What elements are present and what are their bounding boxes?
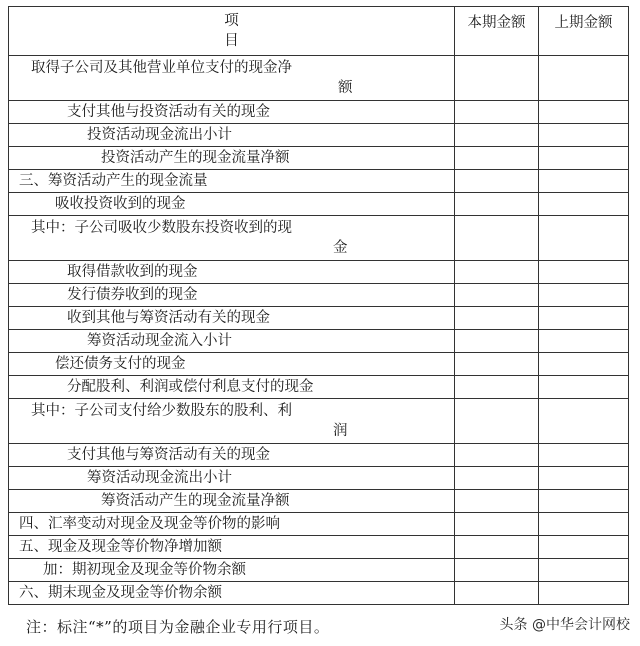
table-row	[9, 399, 629, 444]
current-amount-cell	[455, 559, 539, 582]
previous-amount-cell	[539, 261, 629, 284]
row-label: 加：期初现金及现金等价物余额	[9, 559, 455, 582]
row-label: 投资活动现金流出小计	[9, 124, 455, 147]
row-label	[9, 56, 455, 101]
row-label: 支付其他与筹资活动有关的现金	[9, 444, 455, 467]
table-row	[9, 193, 629, 216]
row-label: 偿还债务支付的现金	[9, 353, 455, 376]
previous-amount-cell	[539, 147, 629, 170]
row-label-line2: 额	[338, 80, 353, 96]
table-header-row	[9, 7, 629, 56]
row-label: 收到其他与筹资活动有关的现金	[9, 307, 455, 330]
previous-amount-cell	[539, 467, 629, 490]
current-amount-cell	[455, 513, 539, 536]
current-amount-cell	[455, 56, 539, 101]
table-row	[9, 444, 629, 467]
row-label: 筹资活动现金流入小计	[9, 330, 455, 353]
table-row	[9, 490, 629, 513]
previous-amount-cell	[539, 513, 629, 536]
previous-amount-cell	[539, 56, 629, 101]
current-amount-cell	[455, 467, 539, 490]
previous-amount-cell	[539, 444, 629, 467]
current-amount-cell	[455, 353, 539, 376]
row-label-line1: 其中：子公司支付给少数股东的股利、利	[31, 403, 292, 419]
previous-amount-cell	[539, 193, 629, 216]
item-column-header	[9, 7, 455, 56]
table-row	[9, 124, 629, 147]
table-row	[9, 170, 629, 193]
current-amount-cell	[455, 536, 539, 559]
section-heading: 六、期末现金及现金等价物余额	[9, 582, 455, 605]
current-amount-cell	[455, 399, 539, 444]
table-row	[9, 101, 629, 124]
row-label: 支付其他与投资活动有关的现金	[9, 101, 455, 124]
table-row	[9, 559, 629, 582]
table-row	[9, 582, 629, 605]
current-amount-cell	[455, 101, 539, 124]
row-label: 吸收投资收到的现金	[9, 193, 455, 216]
table-row	[9, 330, 629, 353]
table-row	[9, 467, 629, 490]
table-row	[9, 261, 629, 284]
table-row	[9, 56, 629, 101]
previous-amount-cell	[539, 216, 629, 261]
table-row	[9, 513, 629, 536]
footnote: 注：标注“*”的项目为金融企业专用行项目。	[26, 618, 330, 636]
previous-amount-cell	[539, 170, 629, 193]
current-amount-cell	[455, 444, 539, 467]
current-amount-cell	[455, 307, 539, 330]
current-amount-cell	[455, 147, 539, 170]
current-amount-cell	[455, 490, 539, 513]
current-amount-cell	[455, 582, 539, 605]
current-amount-cell	[455, 216, 539, 261]
current-amount-cell	[455, 261, 539, 284]
previous-amount-cell	[539, 124, 629, 147]
row-label: 筹资活动产生的现金流量净额	[9, 490, 455, 513]
previous-amount-cell	[539, 101, 629, 124]
current-amount-cell	[455, 124, 539, 147]
table-row	[9, 376, 629, 399]
section-heading: 四、汇率变动对现金及现金等价物的影响	[9, 513, 455, 536]
row-label: 筹资活动现金流出小计	[9, 467, 455, 490]
current-amount-cell	[455, 193, 539, 216]
section-heading: 三、筹资活动产生的现金流量	[9, 170, 455, 193]
table-row	[9, 353, 629, 376]
watermark: 头条 @中华会计网校	[499, 617, 630, 633]
item-header-line2: 目	[224, 33, 239, 49]
row-label	[9, 216, 455, 261]
previous-amount-cell	[539, 353, 629, 376]
table-row	[9, 216, 629, 261]
row-label: 投资活动产生的现金流量净额	[9, 147, 455, 170]
row-label: 取得借款收到的现金	[9, 261, 455, 284]
row-label-line1: 取得子公司及其他营业单位支付的现金净	[31, 60, 292, 76]
cash-flow-statement	[8, 6, 628, 605]
row-label	[9, 399, 455, 444]
row-label: 分配股利、利润或偿付利息支付的现金	[9, 376, 455, 399]
previous-amount-cell	[539, 307, 629, 330]
row-label: 发行债券收到的现金	[9, 284, 455, 307]
previous-amount-cell	[539, 330, 629, 353]
previous-amount-cell	[539, 490, 629, 513]
previous-period-header: 上期金额	[539, 7, 629, 56]
cash-flow-table	[8, 6, 629, 605]
previous-amount-cell	[539, 284, 629, 307]
current-amount-cell	[455, 330, 539, 353]
current-amount-cell	[455, 284, 539, 307]
item-header-line1: 项	[224, 13, 239, 29]
section-heading: 五、现金及现金等价物净增加额	[9, 536, 455, 559]
previous-amount-cell	[539, 559, 629, 582]
row-label-line2: 金	[333, 240, 348, 256]
row-label-line1: 其中：子公司吸收少数股东投资收到的现	[31, 220, 292, 236]
current-amount-cell	[455, 170, 539, 193]
table-row	[9, 536, 629, 559]
table-row	[9, 147, 629, 170]
previous-amount-cell	[539, 582, 629, 605]
previous-amount-cell	[539, 399, 629, 444]
row-label-line2: 润	[333, 423, 348, 439]
current-amount-cell	[455, 376, 539, 399]
table-row	[9, 284, 629, 307]
table-row	[9, 307, 629, 330]
current-period-header: 本期金额	[455, 7, 539, 56]
previous-amount-cell	[539, 376, 629, 399]
previous-amount-cell	[539, 536, 629, 559]
